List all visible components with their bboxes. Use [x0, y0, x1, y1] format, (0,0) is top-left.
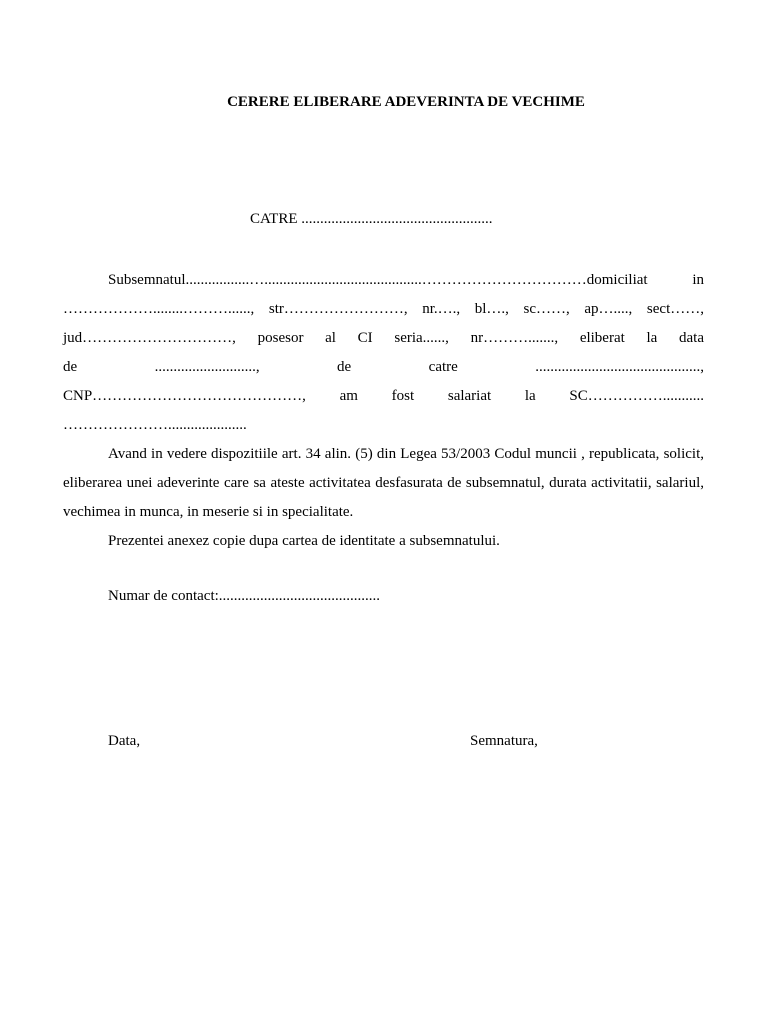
document-title: CERERE ELIBERARE ADEVERINTA DE VECHIME [227, 94, 585, 110]
body-line-5: CNP……………………………………, am fost salariat la SC……………........... [63, 388, 704, 404]
body-paragraph-1: Avand in vedere dispozitiile art. 34 alin. (5) din Legea 53/2003 Codul muncii , republicata, solicit, eliberarea unei adeverinte care sa ateste activitatea desfasurata de subsemnatul, durata activitatii, salariul, vechimea in munca, in meserie si in specialitate. [63, 446, 704, 520]
body-paragraph-2: Prezentei anexez copie dupa cartea de identitate a subsemnatului. [108, 533, 500, 549]
body-line-3: jud…………………………, posesor al CI seria......, nr………......., eliberat la data [63, 330, 704, 346]
recipient-line: CATRE ................................................... [250, 211, 493, 227]
body-line-1: Subsemnatul.................…..........................................……………………………domiciliat in [108, 272, 704, 288]
body-line-6: …………………..................... [63, 417, 247, 433]
body-line-4: de ..........................., de catre ............................................, [63, 359, 704, 375]
body-line-2: ………………........………......, str……………………, nr.…., bl…., sc……, ap…...., sect……, [63, 301, 704, 317]
signature-label: Semnatura, [470, 733, 538, 749]
document-body [63, 266, 704, 556]
contact-line: Numar de contact:........................................... [108, 588, 381, 604]
date-label: Data, [108, 733, 141, 749]
